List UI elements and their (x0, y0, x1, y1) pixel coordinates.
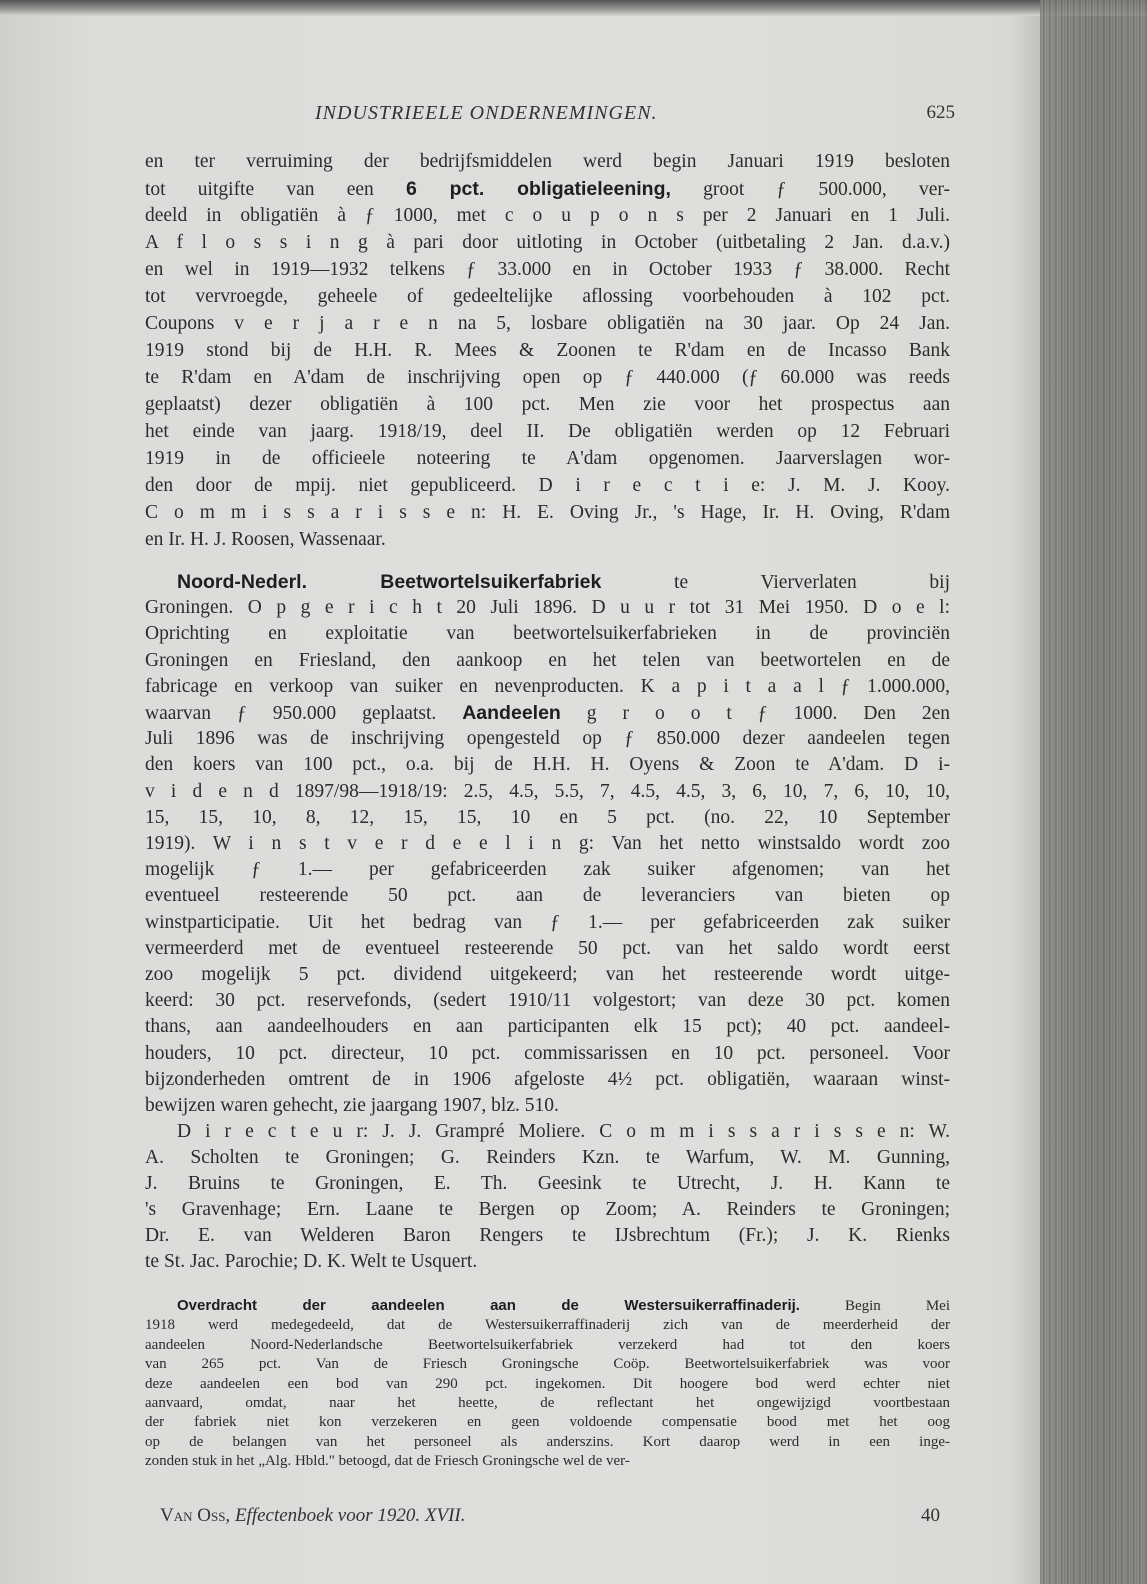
text-segment: Coupons v e r j a r e n na 5, losbare obligatiën na 30 jaar. Op 24 Jan. (145, 313, 950, 334)
text-segment: Dr. E. van Welderen Baron Rengers te IJsbrechtum (Fr.); J. K. Rienks (145, 1225, 950, 1246)
footnote-line (177, 1297, 950, 1315)
text-line (145, 258, 950, 282)
text-line (145, 150, 950, 174)
text-line (145, 1015, 950, 1039)
text-segment: te St. Jac. Parochie; D. K. Welt te Usquert. (145, 1251, 478, 1272)
text-line (145, 1198, 950, 1222)
text-segment: A f l o s s i n g à pari door uitloting in October (uitbetaling 2 Jan. d.a.v.) (145, 232, 950, 253)
text-line (145, 1094, 950, 1118)
footnote-line (145, 1336, 950, 1354)
text-segment: van 265 pct. Van de Friesch Groningsche Coöp. Beetwortelsuikerfabriek was voor (145, 1356, 950, 1373)
text-segment: Oprichting en exploitatie van beetwortelsuikerfabrieken in de provinciën (145, 623, 950, 645)
text-segment: eventueel resteerende 50 pct. aan de leveranciers van bieten op (145, 885, 950, 907)
text-line (145, 989, 950, 1013)
text-segment: bewijzen waren gehecht, zie jaargang 1907, blz. 510. (145, 1095, 559, 1116)
text-segment: tot vervroegde, geheele of gedeeltelijke aflossing voorbehouden à 102 pct. (145, 286, 950, 307)
text-segment: den door de mpij. niet gepubliceerd. D i r e c t i e: J. M. J. Kooy. (145, 475, 950, 496)
text-segment: 1919 in de officieele noteering te A'dam opgenomen. Jaarverslagen wor- (145, 448, 950, 469)
footnote-line (145, 1355, 950, 1373)
footer-title: Effectenboek voor 1920. (234, 1505, 421, 1526)
text-segment: op de belangen van het personeel als anderszins. Kort daarop werd in een inge- (145, 1433, 950, 1450)
text-segment: aanvaard, omdat, naar het heette, de reflectant het ongewijzigd voortbestaan (145, 1395, 950, 1411)
text-segment: C o m m i s s a r i s s e n: H. E. Oving Jr., 's Hage, Ir. H. Oving, R'dam (145, 502, 950, 523)
book-page-edges (1040, 0, 1147, 1584)
text-segment: 1919 stond bij de H.H. R. Mees & Zoonen te R'dam en de Incasso Bank (145, 340, 950, 361)
footer-volume: XVII. (424, 1505, 466, 1526)
text-segment: deeld in obligatiën à ƒ 1000, met c o u p o n s per 2 Januari en 1 Juli. (145, 205, 950, 226)
footnote-line (145, 1316, 950, 1334)
text-segment: zoo mogelijk 5 pct. dividend uitgekeerd; van het resteerende wordt uitge- (145, 964, 950, 985)
text-line (177, 1120, 950, 1144)
text-segment: den koers van 100 pct., o.a. bij de H.H. H. Oyens & Zoon te A'dam. D i- (145, 754, 950, 776)
text-segment: 1918 werd medegedeeld, dat de Westersuikerraffinaderij zich van de meerderheid der (145, 1317, 950, 1334)
text-line (145, 937, 950, 961)
text-line (145, 1146, 950, 1170)
text-segment: v i d e n d 1897/98—1918/19: 2.5, 4.5, 5.5, 7, 4.5, 4.5, 3, 6, 10, 7, 6, 10, 10, (145, 780, 950, 802)
text-segment: fabricage en verkoop van suiker en nevenproducten. K a p i t a a l ƒ 1.000.000, (145, 675, 950, 697)
page-number: 625 (926, 102, 955, 123)
text-segment: A. Scholten te Groningen; G. Reinders Kzn. te Warfum, W. M. Gunning, (145, 1147, 950, 1168)
text-segment: 's Gravenhage; Ern. Laane te Bergen op Zoom; A. Reinders te Groningen; (145, 1199, 950, 1220)
text-line (145, 474, 950, 498)
footnote-line (145, 1394, 950, 1412)
text-line (145, 1042, 950, 1066)
text-segment: waarvan ƒ 950.000 geplaatst. (145, 703, 463, 724)
text-segment: Begin Mei (799, 1298, 950, 1314)
text-line (145, 806, 950, 830)
text-line (145, 649, 950, 673)
text-segment: J. Bruins te Groningen, E. Th. Geesink te Utrecht, J. H. Kann te (145, 1173, 950, 1194)
bold-heading: Aandeelen (462, 702, 561, 724)
text-segment: aandeelen Noord-Nederlandsche Beetwortelsuikerfabriek verzekerd had tot den koers (145, 1336, 950, 1353)
text-segment: groot ƒ 500.000, ver- (670, 179, 951, 200)
text-line (145, 501, 950, 525)
text-line (145, 420, 950, 444)
text-line (145, 1250, 950, 1274)
bold-heading: Noord-Nederl. Beetwortelsuikerfabriek (177, 571, 602, 593)
text-line (145, 911, 950, 935)
text-segment: geplaatst) dezer obligatiën à 100 pct. Men zie voor het prospectus aan (145, 394, 950, 415)
text-line (145, 312, 950, 336)
text-line (145, 753, 950, 777)
text-segment: der fabriek niet kon verzekeren en geen voldoende compensatie bood met het oog (145, 1414, 950, 1431)
text-segment: bijzonderheden omtrent de in 1906 afgeloste 4½ pct. obligatiën, waaraan winst- (145, 1068, 950, 1090)
text-segment: en wel in 1919—1932 telkens ƒ 33.000 en in October 1933 ƒ 38.000. Recht (145, 259, 950, 280)
page-footer (160, 1505, 940, 1531)
text-line (145, 701, 950, 726)
bold-heading: Overdracht der aandeelen aan de Westersuikerraffinaderij. (177, 1297, 800, 1314)
text-segment: te R'dam en A'dam de inschrijving open op ƒ 440.000 (ƒ 60.000 was reeds (145, 367, 950, 388)
text-line (145, 1224, 950, 1248)
text-line (145, 963, 950, 987)
text-line (145, 447, 950, 471)
text-segment: Juli 1896 was de inschrijving opengesteld op ƒ 850.000 dezer aandeelen tegen (145, 728, 950, 750)
text-segment: houders, 10 pct. directeur, 10 pct. commissarissen en 10 pct. personeel. Voor (145, 1042, 950, 1064)
text-line (145, 780, 950, 804)
text-line (145, 393, 950, 417)
text-line (145, 528, 950, 552)
text-line (145, 1068, 950, 1092)
text-line (145, 596, 950, 620)
text-line (145, 884, 950, 908)
text-line (145, 1172, 950, 1196)
text-line (145, 832, 950, 856)
text-segment: D i r e c t e u r: J. J. Grampré Moliere. C o m m i s s a r i s s e n: W. (177, 1121, 950, 1142)
text-segment: 1919). W i n s t v e r d e e l i n g: Van het netto winstsaldo wordt zoo (145, 833, 950, 854)
text-line (145, 366, 950, 390)
text-segment: het einde van jaarg. 1918/19, deel II. De obligatiën werden op 12 Februari (145, 421, 950, 442)
text-segment: te Vierverlaten bij (601, 572, 951, 593)
text-segment: mogelijk ƒ 1.— per gefabriceerden zak suiker afgenomen; van het (145, 859, 950, 881)
text-segment: zonden stuk in het „Alg. Hbld." betoogd, dat de Friesch Groningsche wel de ver- (145, 1453, 630, 1470)
footnote-line (145, 1433, 950, 1451)
bold-heading: 6 pct. obligatieleening, (406, 178, 671, 200)
text-segment: deze aandeelen een bod van 290 pct. ingekomen. Dit hoogere bod werd echter niet (145, 1375, 950, 1392)
text-segment: 15, 15, 10, 8, 12, 15, 15, 10 en 5 pct. (no. 22, 10 September (145, 806, 950, 828)
text-segment: thans, aan aandeelhouders en aan participanten elk 15 pct); 40 pct. aandeel- (145, 1016, 950, 1038)
footnote-line (145, 1452, 950, 1470)
footer-source: Van Oss, (160, 1505, 231, 1526)
text-segment: Groningen en Friesland, den aankoop en het telen van beetwortelen en de (145, 649, 950, 671)
page-header (145, 102, 955, 130)
text-segment: en ter verruiming der bedrijfsmiddelen werd begin Januari 1919 besloten (145, 151, 950, 172)
text-line (177, 570, 950, 595)
text-line (145, 858, 950, 882)
footnote-line (145, 1375, 950, 1393)
text-segment: winstparticipatie. Uit het bedrag van ƒ 1.— per gefabriceerden zak suiker (145, 911, 950, 933)
text-line (145, 231, 950, 255)
text-line (145, 204, 950, 228)
footer-citation (160, 1505, 466, 1527)
footer-sheet-number: 40 (921, 1505, 940, 1526)
text-line (145, 177, 950, 202)
text-segment: vermeerderd met de eventueel resteerende 50 pct. van het saldo wordt eerst (145, 937, 950, 959)
text-segment: en Ir. H. J. Roosen, Wassenaar. (145, 529, 386, 550)
scan-top-edge (0, 0, 1147, 16)
text-segment: tot uitgifte van een (145, 179, 407, 200)
footnote-line (145, 1413, 950, 1431)
text-segment: Groningen. O p g e r i c h t 20 Juli 1896. D u u r tot 31 Mei 1950. D o e l: (145, 597, 950, 619)
text-line (145, 675, 950, 699)
text-line (145, 622, 950, 646)
text-line (145, 285, 950, 309)
text-line (145, 727, 950, 751)
text-line (145, 339, 950, 363)
text-segment: g r o o t ƒ 1000. Den 2en (560, 703, 950, 724)
text-segment: keerd: 30 pct. reservefonds, (sedert 1910/11 volgestort; van deze 30 pct. komen (145, 990, 950, 1012)
running-title: INDUSTRIEELE ONDERNEMINGEN. (315, 102, 658, 124)
